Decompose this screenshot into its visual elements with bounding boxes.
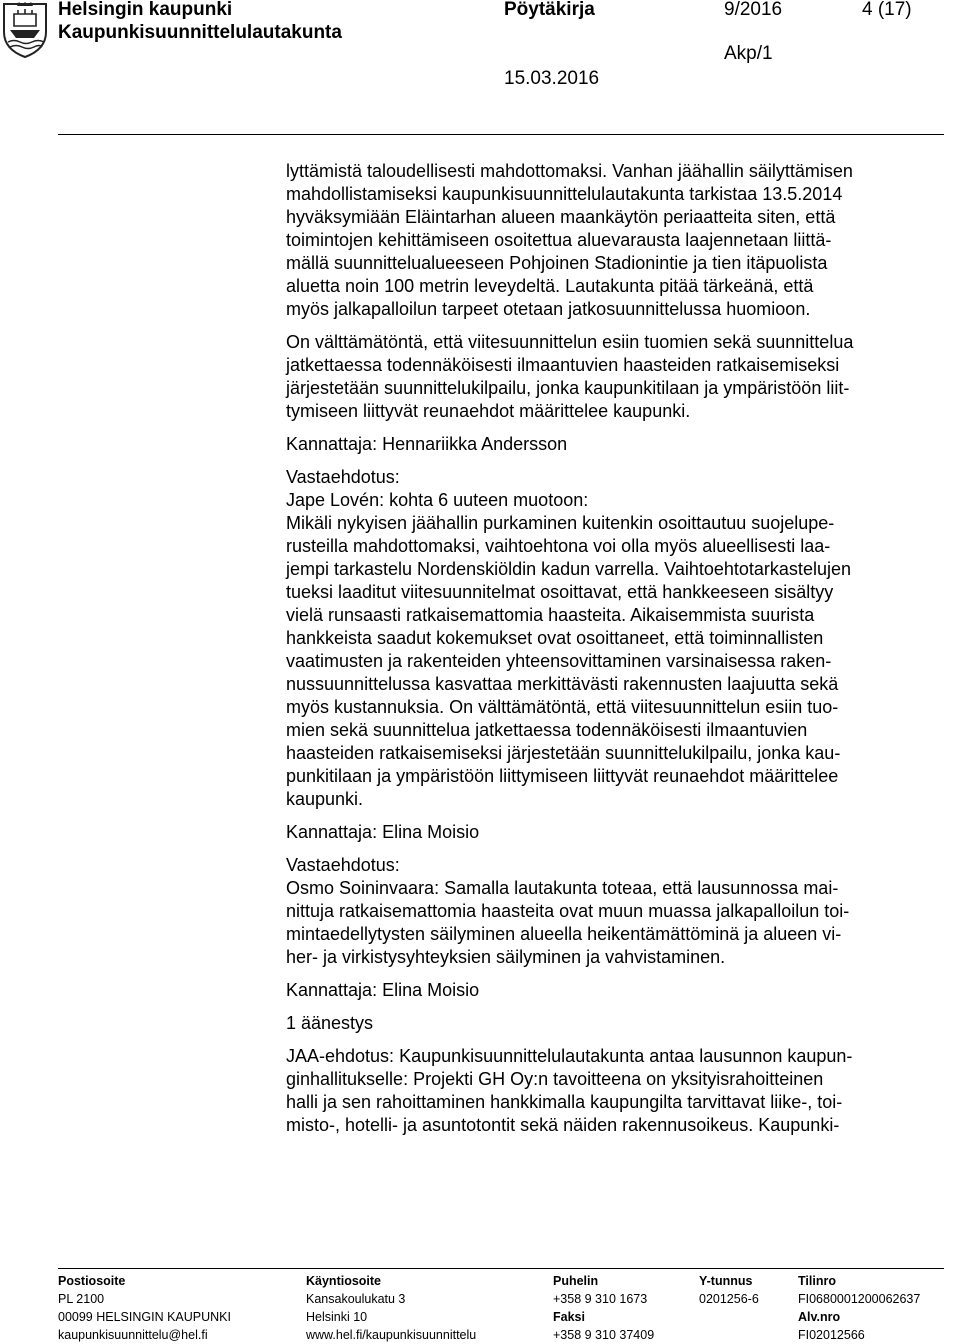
- body-line: mahdollistamiseksi kaupunkisuunnittelulautakunta tarkistaa 13.5.2014: [286, 184, 843, 204]
- document-type: Pöytäkirja: [504, 0, 595, 20]
- body-line: Osmo Soininvaara: Samalla lautakunta toteaa, että lausunnossa mai-: [286, 878, 839, 898]
- city-name: Helsingin kaupunki: [58, 0, 233, 20]
- footer-fax-heading: Faksi: [553, 1310, 585, 1324]
- body-paragraph: [286, 1045, 946, 1137]
- header-divider: [58, 134, 944, 135]
- body-line: rusteilla mahdottomaksi, vaihtoehtona voi olla myös alueellisesti laa-: [286, 536, 831, 556]
- body-paragraph: [286, 1012, 946, 1035]
- page-number: 4 (17): [862, 0, 912, 20]
- body-line: Vastaehdotus:: [286, 855, 400, 875]
- footer-postal-line: 00099 HELSINGIN KAUPUNKI: [58, 1310, 231, 1324]
- body-line: punkitilaan ja ympäristöön liittymiseen liittyvät reunaehdot määrittelee: [286, 766, 839, 786]
- body-paragraph: [286, 466, 946, 811]
- body-line: tymiseen liittyvät reunaehdot määrittelee kaupunki.: [286, 401, 691, 421]
- body-line: toimintojen kehittämiseen osoitettua aluevarausta laajennetaan liittä-: [286, 230, 832, 250]
- body-line: mintaedellytysten säilyminen alueella heikentämättöminä ja alueen vi-: [286, 924, 842, 944]
- body-line: Kannattaja: Elina Moisio: [286, 822, 480, 842]
- body-paragraph: [286, 160, 946, 321]
- footer-email[interactable]: kaupunkisuunnittelu@hel.fi: [58, 1328, 208, 1342]
- footer-vat-value: FI02012566: [798, 1328, 865, 1342]
- body-line: Jape Lovén: kohta 6 uuteen muotoon:: [286, 490, 589, 510]
- body-line: 1 äänestys: [286, 1013, 374, 1033]
- document-number: 9/2016: [724, 0, 783, 20]
- footer-phone-value: +358 9 310 1673: [553, 1292, 648, 1306]
- body-line: nussuunnittelussa kasvattaa merkittävästi rakennusten laajuutta sekä: [286, 674, 839, 694]
- body-line: Vastaehdotus:: [286, 467, 400, 487]
- footer-account-value: FI0680001200062637: [798, 1292, 921, 1306]
- body-line: hankkeista saadut kokemukset ovat osoittaneet, että toiminnallisten: [286, 628, 824, 648]
- body-line: mien sekä suunnittelua jatkettaessa todennäköisesti ilmaantuvien: [286, 720, 808, 740]
- footer-account: [798, 1272, 920, 1344]
- footer-postal-heading: Postiosoite: [58, 1274, 126, 1288]
- footer-business-id-heading: Y-tunnus: [699, 1274, 753, 1288]
- footer-fax-value: +358 9 310 37409: [553, 1328, 655, 1342]
- footer-postal: [58, 1272, 231, 1344]
- body-line: misto-, hotelli- ja asuntotontit sekä näiden rakennusoikeus. Kaupunki-: [286, 1115, 840, 1135]
- body-line: Kannattaja: Elina Moisio: [286, 980, 480, 1000]
- body-line: jatkettaessa todennäköisesti ilmaantuvien haasteiden ratkaisemiseksi: [286, 355, 840, 375]
- body-line: aluetta noin 100 metrin leveydeltä. Lautakunta pitää tärkeänä, että: [286, 276, 814, 296]
- body-line: JAA-ehdotus: Kaupunkisuunnittelulautakunta antaa lausunnon kaupun-: [286, 1046, 853, 1066]
- footer-account-heading: Tilinro: [798, 1274, 836, 1288]
- body-line: Mikäli nykyisen jäähallin purkaminen kuitenkin osoittautuu suojelupe-: [286, 513, 835, 533]
- body-line: kaupunki.: [286, 789, 364, 809]
- body-line: vaatimusten ja rakenteiden yhteensovittaminen varsinaisessa raken-: [286, 651, 832, 671]
- board-name: Kaupunkisuunnittelulautakunta: [58, 22, 342, 43]
- body-line: haasteiden ratkaisemiseksi järjestetään suunnittelukilpailu, jonka kau-: [286, 743, 841, 763]
- body-line: tueksi laaditut viitesuunnitelmat osoittavat, että hankkeeseen sisältyy: [286, 582, 834, 602]
- footer-divider: [58, 1268, 944, 1269]
- body-line: myös jalkapalloilun tarpeet otetaan jatkosuunnittelussa huomioon.: [286, 299, 811, 319]
- body-line: myös kustannuksia. On välttämätöntä, että viitesuunnittelun esiin tuo-: [286, 697, 839, 717]
- body-line: vielä runsaasti ratkaisemattomia haasteita. Aikaisemmista suurista: [286, 605, 815, 625]
- body-paragraph: [286, 979, 946, 1002]
- footer-business-id-value: 0201256-6: [699, 1292, 759, 1306]
- body-line: Kannattaja: Hennariikka Andersson: [286, 434, 568, 454]
- footer-website[interactable]: www.hel.fi/kaupunkisuunnittelu: [306, 1328, 477, 1342]
- footer-visiting: [306, 1272, 476, 1344]
- footer-phone: [553, 1272, 654, 1344]
- body-line: lyttämistä taloudellisesti mahdottomaksi. Vanhan jäähallin säilyttämisen: [286, 161, 853, 181]
- body-paragraph: [286, 854, 946, 969]
- footer-business-id: [699, 1272, 759, 1308]
- body-line: her- ja virkistysyhteyksien säilyminen ja vahvistaminen.: [286, 947, 726, 967]
- city-crest-logo: [2, 2, 48, 58]
- body-paragraph: [286, 433, 946, 456]
- body-line: jempi tarkastelu Nordenskiöldin kadun varrella. Vaihtoehtotarkastelujen: [286, 559, 851, 579]
- body-line: nittuja ratkaisemattomia haasteita ovat muun muassa jalkapalloilun toi-: [286, 901, 850, 921]
- body-paragraph: [286, 331, 946, 423]
- body-line: mällä suunnittelualueeseen Pohjoinen Stadionintie ja tien itäpuolista: [286, 253, 828, 273]
- body-line: halli ja sen rahoittaminen hankkimalla kaupungilta tarvittavat liike-, toi-: [286, 1092, 843, 1112]
- meeting-date: 15.03.2016: [504, 68, 600, 89]
- footer-visiting-line: Kansakoulukatu 3: [306, 1292, 406, 1306]
- footer-visiting-line: Helsinki 10: [306, 1310, 368, 1324]
- footer-postal-line: PL 2100: [58, 1292, 105, 1306]
- body-line: hyväksymiään Eläintarhan alueen maankäytön periaatteita siten, että: [286, 207, 836, 227]
- document-body: [286, 160, 946, 1147]
- agenda-item: Akp/1: [724, 43, 773, 64]
- body-paragraph: [286, 821, 946, 844]
- body-line: ginhallitukselle: Projekti GH Oy:n tavoitteena on yksityisrahoitteinen: [286, 1069, 824, 1089]
- footer-vat-heading: Alv.nro: [798, 1310, 841, 1324]
- body-line: On välttämätöntä, että viitesuunnittelun esiin tuomien sekä suunnittelua: [286, 332, 854, 352]
- footer-visiting-heading: Käyntiosoite: [306, 1274, 382, 1288]
- body-line: järjestetään suunnittelukilpailu, jonka kaupunkitilaan ja ympäristöön liit-: [286, 378, 850, 398]
- footer-phone-heading: Puhelin: [553, 1274, 599, 1288]
